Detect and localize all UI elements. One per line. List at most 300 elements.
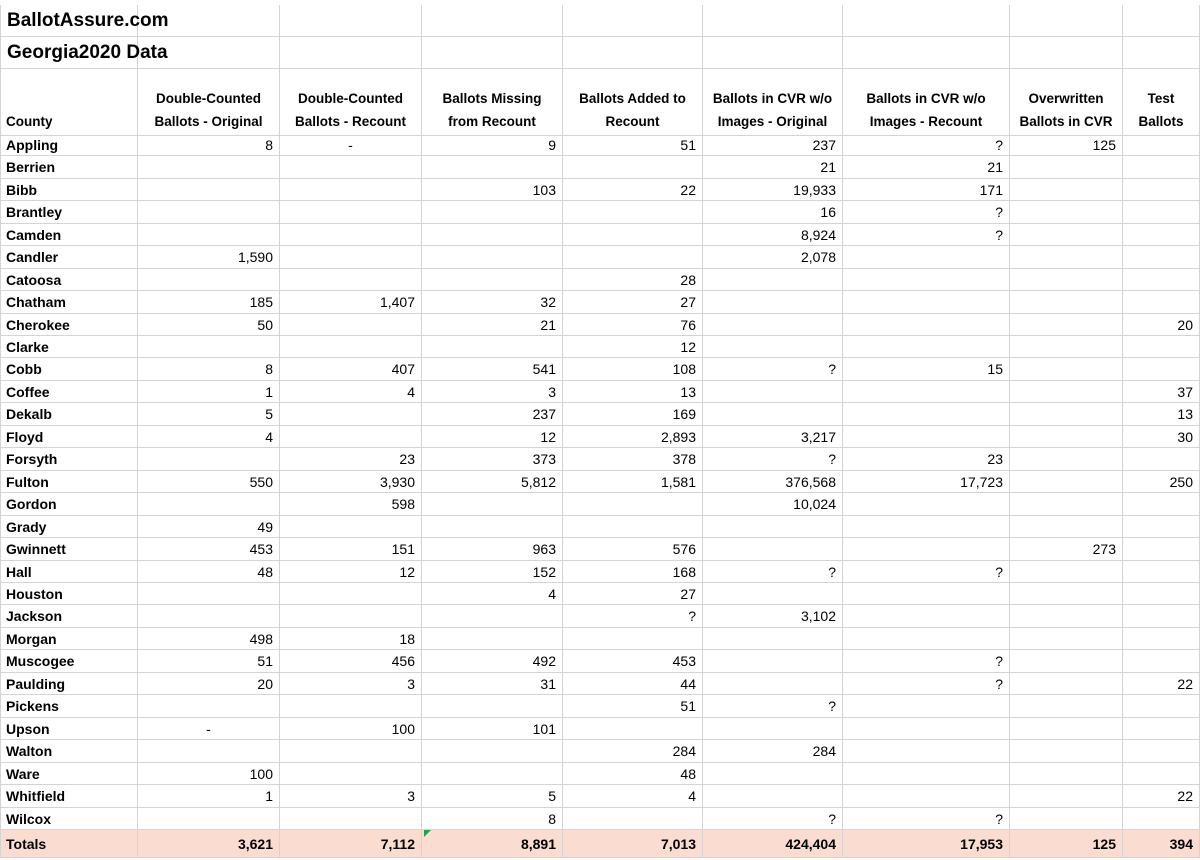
value-cell[interactable]: 2,893: [563, 426, 703, 448]
value-cell[interactable]: [1010, 561, 1123, 583]
value-cell[interactable]: 5: [138, 403, 280, 426]
value-cell[interactable]: [563, 201, 703, 224]
county-cell[interactable]: Dekalb: [0, 403, 138, 426]
value-cell[interactable]: 10,024: [703, 493, 843, 516]
value-cell[interactable]: 30: [1123, 426, 1200, 448]
value-cell[interactable]: 19,933: [703, 179, 843, 201]
value-cell[interactable]: 284: [703, 740, 843, 763]
value-cell[interactable]: 284: [563, 740, 703, 763]
county-cell[interactable]: Whitfield: [0, 785, 138, 808]
cell[interactable]: [563, 5, 703, 37]
totals-cell[interactable]: 8,891: [422, 830, 563, 858]
value-cell[interactable]: [703, 314, 843, 336]
value-cell[interactable]: ?: [843, 224, 1010, 246]
county-cell[interactable]: Camden: [0, 224, 138, 246]
value-cell[interactable]: 22: [563, 179, 703, 201]
cell[interactable]: [422, 5, 563, 37]
value-cell[interactable]: [1123, 605, 1200, 628]
column-header[interactable]: [138, 69, 280, 136]
value-cell[interactable]: [138, 224, 280, 246]
column-header[interactable]: [422, 69, 563, 136]
value-cell[interactable]: 151: [280, 538, 422, 561]
value-cell[interactable]: 3,930: [280, 471, 422, 493]
value-cell[interactable]: [703, 763, 843, 785]
value-cell[interactable]: 8,924: [703, 224, 843, 246]
value-cell[interactable]: ?: [843, 561, 1010, 583]
value-cell[interactable]: 8: [422, 808, 563, 830]
value-cell[interactable]: [703, 381, 843, 403]
value-cell[interactable]: [1010, 426, 1123, 448]
value-cell[interactable]: [138, 179, 280, 201]
value-cell[interactable]: 453: [563, 650, 703, 673]
value-cell[interactable]: [1010, 291, 1123, 314]
value-cell[interactable]: [1123, 628, 1200, 650]
value-cell[interactable]: [280, 583, 422, 605]
value-cell[interactable]: [1010, 695, 1123, 718]
cell[interactable]: [1123, 5, 1200, 37]
value-cell[interactable]: 598: [280, 493, 422, 516]
value-cell[interactable]: [1123, 763, 1200, 785]
value-cell[interactable]: 32: [422, 291, 563, 314]
value-cell[interactable]: ?: [843, 650, 1010, 673]
value-cell[interactable]: [703, 403, 843, 426]
value-cell[interactable]: [138, 269, 280, 291]
value-cell[interactable]: 27: [563, 583, 703, 605]
value-cell[interactable]: 3: [280, 785, 422, 808]
value-cell[interactable]: [1123, 740, 1200, 763]
value-cell[interactable]: [138, 740, 280, 763]
value-cell[interactable]: [422, 763, 563, 785]
value-cell[interactable]: 31: [422, 673, 563, 695]
value-cell[interactable]: [1010, 785, 1123, 808]
value-cell[interactable]: [1123, 493, 1200, 516]
value-cell[interactable]: [280, 426, 422, 448]
value-cell[interactable]: [1123, 808, 1200, 830]
value-cell[interactable]: 492: [422, 650, 563, 673]
value-cell[interactable]: 12: [422, 426, 563, 448]
value-cell[interactable]: 169: [563, 403, 703, 426]
value-cell[interactable]: [703, 583, 843, 605]
totals-cell[interactable]: 17,953: [843, 830, 1010, 858]
value-cell[interactable]: [1123, 538, 1200, 561]
value-cell[interactable]: [1010, 808, 1123, 830]
cell[interactable]: [1010, 5, 1123, 37]
value-cell[interactable]: [280, 740, 422, 763]
county-cell[interactable]: Appling: [0, 134, 138, 156]
county-cell[interactable]: Bibb: [0, 179, 138, 201]
county-cell[interactable]: Clarke: [0, 336, 138, 358]
column-header[interactable]: [1010, 69, 1123, 136]
value-cell[interactable]: [843, 538, 1010, 561]
value-cell[interactable]: [1010, 471, 1123, 493]
value-cell[interactable]: 21: [703, 156, 843, 179]
county-cell[interactable]: Brantley: [0, 201, 138, 224]
value-cell[interactable]: [280, 336, 422, 358]
cell[interactable]: [0, 37, 168, 69]
value-cell[interactable]: [1123, 134, 1200, 156]
value-cell[interactable]: [1010, 673, 1123, 695]
value-cell[interactable]: [422, 269, 563, 291]
value-cell[interactable]: [563, 628, 703, 650]
value-cell[interactable]: 20: [1123, 314, 1200, 336]
county-cell[interactable]: Candler: [0, 246, 138, 269]
cell[interactable]: [563, 37, 703, 69]
value-cell[interactable]: 20: [138, 673, 280, 695]
value-cell[interactable]: 8: [138, 134, 280, 156]
value-cell[interactable]: 12: [563, 336, 703, 358]
value-cell[interactable]: [422, 695, 563, 718]
value-cell[interactable]: 21: [843, 156, 1010, 179]
value-cell[interactable]: 23: [280, 448, 422, 471]
county-cell[interactable]: Cherokee: [0, 314, 138, 336]
value-cell[interactable]: [1010, 179, 1123, 201]
value-cell[interactable]: [1010, 336, 1123, 358]
value-cell[interactable]: 49: [138, 516, 280, 538]
value-cell[interactable]: 18: [280, 628, 422, 650]
value-cell[interactable]: [1123, 718, 1200, 740]
value-cell[interactable]: -: [138, 718, 280, 740]
county-cell[interactable]: Chatham: [0, 291, 138, 314]
value-cell[interactable]: 250: [1123, 471, 1200, 493]
value-cell[interactable]: [703, 336, 843, 358]
value-cell[interactable]: [843, 740, 1010, 763]
totals-cell[interactable]: 424,404: [703, 830, 843, 858]
value-cell[interactable]: 168: [563, 561, 703, 583]
value-cell[interactable]: [138, 605, 280, 628]
value-cell[interactable]: [1010, 493, 1123, 516]
value-cell[interactable]: [843, 628, 1010, 650]
value-cell[interactable]: [1010, 314, 1123, 336]
cell[interactable]: [1010, 37, 1123, 69]
value-cell[interactable]: [843, 381, 1010, 403]
value-cell[interactable]: 9: [422, 134, 563, 156]
value-cell[interactable]: ?: [703, 695, 843, 718]
value-cell[interactable]: [138, 695, 280, 718]
value-cell[interactable]: [843, 605, 1010, 628]
value-cell[interactable]: [1123, 583, 1200, 605]
value-cell[interactable]: 237: [703, 134, 843, 156]
value-cell[interactable]: [422, 740, 563, 763]
value-cell[interactable]: 76: [563, 314, 703, 336]
value-cell[interactable]: 28: [563, 269, 703, 291]
value-cell[interactable]: [1123, 156, 1200, 179]
value-cell[interactable]: [280, 808, 422, 830]
value-cell[interactable]: 37: [1123, 381, 1200, 403]
value-cell[interactable]: [1123, 291, 1200, 314]
value-cell[interactable]: 4: [280, 381, 422, 403]
value-cell[interactable]: 15: [843, 358, 1010, 381]
column-header[interactable]: [1123, 69, 1200, 136]
value-cell[interactable]: [843, 516, 1010, 538]
value-cell[interactable]: 550: [138, 471, 280, 493]
value-cell[interactable]: [1123, 201, 1200, 224]
value-cell[interactable]: [563, 156, 703, 179]
county-cell[interactable]: Paulding: [0, 673, 138, 695]
value-cell[interactable]: [1010, 516, 1123, 538]
value-cell[interactable]: [563, 516, 703, 538]
column-header[interactable]: [0, 69, 138, 136]
value-cell[interactable]: ?: [843, 201, 1010, 224]
value-cell[interactable]: [138, 493, 280, 516]
value-cell[interactable]: 4: [563, 785, 703, 808]
value-cell[interactable]: [280, 201, 422, 224]
value-cell[interactable]: [1123, 358, 1200, 381]
value-cell[interactable]: [1123, 516, 1200, 538]
value-cell[interactable]: [703, 673, 843, 695]
value-cell[interactable]: [1010, 156, 1123, 179]
value-cell[interactable]: [843, 403, 1010, 426]
value-cell[interactable]: [422, 224, 563, 246]
value-cell[interactable]: [422, 605, 563, 628]
value-cell[interactable]: [703, 650, 843, 673]
value-cell[interactable]: [280, 179, 422, 201]
value-cell[interactable]: 108: [563, 358, 703, 381]
county-cell[interactable]: Jackson: [0, 605, 138, 628]
value-cell[interactable]: ?: [703, 358, 843, 381]
column-header[interactable]: [843, 69, 1010, 136]
value-cell[interactable]: [703, 538, 843, 561]
totals-cell[interactable]: 3,621: [138, 830, 280, 858]
totals-cell[interactable]: 394: [1123, 830, 1200, 858]
value-cell[interactable]: 498: [138, 628, 280, 650]
value-cell[interactable]: 48: [563, 763, 703, 785]
value-cell[interactable]: [843, 291, 1010, 314]
value-cell[interactable]: 576: [563, 538, 703, 561]
value-cell[interactable]: [138, 336, 280, 358]
value-cell[interactable]: [843, 785, 1010, 808]
value-cell[interactable]: -: [280, 134, 422, 156]
county-cell[interactable]: Houston: [0, 583, 138, 605]
cell[interactable]: [280, 37, 422, 69]
column-header[interactable]: [563, 69, 703, 136]
county-cell[interactable]: Upson: [0, 718, 138, 740]
value-cell[interactable]: 378: [563, 448, 703, 471]
cell[interactable]: [138, 5, 280, 37]
value-cell[interactable]: [703, 718, 843, 740]
totals-cell[interactable]: 7,013: [563, 830, 703, 858]
column-header[interactable]: [703, 69, 843, 136]
value-cell[interactable]: 152: [422, 561, 563, 583]
value-cell[interactable]: ?: [703, 808, 843, 830]
value-cell[interactable]: 1,590: [138, 246, 280, 269]
value-cell[interactable]: 48: [138, 561, 280, 583]
value-cell[interactable]: 1: [138, 785, 280, 808]
county-cell[interactable]: Cobb: [0, 358, 138, 381]
county-cell[interactable]: Grady: [0, 516, 138, 538]
county-cell[interactable]: Coffee: [0, 381, 138, 403]
value-cell[interactable]: [1010, 763, 1123, 785]
value-cell[interactable]: [703, 628, 843, 650]
value-cell[interactable]: 51: [563, 134, 703, 156]
value-cell[interactable]: [843, 493, 1010, 516]
value-cell[interactable]: [843, 695, 1010, 718]
value-cell[interactable]: 1: [138, 381, 280, 403]
county-cell[interactable]: Walton: [0, 740, 138, 763]
value-cell[interactable]: [280, 224, 422, 246]
county-cell[interactable]: Muscogee: [0, 650, 138, 673]
value-cell[interactable]: 376,568: [703, 471, 843, 493]
value-cell[interactable]: [422, 156, 563, 179]
value-cell[interactable]: 13: [1123, 403, 1200, 426]
value-cell[interactable]: 51: [138, 650, 280, 673]
value-cell[interactable]: [280, 763, 422, 785]
value-cell[interactable]: 1,581: [563, 471, 703, 493]
value-cell[interactable]: [843, 314, 1010, 336]
value-cell[interactable]: 100: [138, 763, 280, 785]
value-cell[interactable]: 101: [422, 718, 563, 740]
value-cell[interactable]: [843, 426, 1010, 448]
totals-cell[interactable]: 125: [1010, 830, 1123, 858]
value-cell[interactable]: [563, 224, 703, 246]
value-cell[interactable]: ?: [843, 808, 1010, 830]
value-cell[interactable]: ?: [703, 448, 843, 471]
value-cell[interactable]: [563, 493, 703, 516]
value-cell[interactable]: [843, 763, 1010, 785]
value-cell[interactable]: 3: [422, 381, 563, 403]
value-cell[interactable]: 13: [563, 381, 703, 403]
value-cell[interactable]: [1010, 605, 1123, 628]
cell[interactable]: [703, 5, 843, 37]
value-cell[interactable]: [1010, 201, 1123, 224]
value-cell[interactable]: 171: [843, 179, 1010, 201]
value-cell[interactable]: 373: [422, 448, 563, 471]
cell[interactable]: [843, 5, 1010, 37]
value-cell[interactable]: 2,078: [703, 246, 843, 269]
value-cell[interactable]: 8: [138, 358, 280, 381]
value-cell[interactable]: [1010, 403, 1123, 426]
value-cell[interactable]: [843, 246, 1010, 269]
value-cell[interactable]: [422, 246, 563, 269]
value-cell[interactable]: 12: [280, 561, 422, 583]
value-cell[interactable]: 100: [280, 718, 422, 740]
value-cell[interactable]: 541: [422, 358, 563, 381]
value-cell[interactable]: [1010, 224, 1123, 246]
value-cell[interactable]: [280, 695, 422, 718]
value-cell[interactable]: 44: [563, 673, 703, 695]
value-cell[interactable]: [1123, 269, 1200, 291]
value-cell[interactable]: [1010, 740, 1123, 763]
cell[interactable]: [703, 37, 843, 69]
cell[interactable]: [0, 5, 169, 37]
value-cell[interactable]: 16: [703, 201, 843, 224]
value-cell[interactable]: 456: [280, 650, 422, 673]
value-cell[interactable]: [703, 269, 843, 291]
value-cell[interactable]: [422, 628, 563, 650]
value-cell[interactable]: [1010, 650, 1123, 673]
county-cell[interactable]: Forsyth: [0, 448, 138, 471]
value-cell[interactable]: [1010, 381, 1123, 403]
totals-label[interactable]: Totals: [0, 830, 138, 858]
value-cell[interactable]: [138, 583, 280, 605]
value-cell[interactable]: 3,102: [703, 605, 843, 628]
county-cell[interactable]: Fulton: [0, 471, 138, 493]
county-cell[interactable]: Catoosa: [0, 269, 138, 291]
value-cell[interactable]: [1123, 336, 1200, 358]
value-cell[interactable]: [422, 201, 563, 224]
value-cell[interactable]: 103: [422, 179, 563, 201]
value-cell[interactable]: 4: [138, 426, 280, 448]
column-header[interactable]: [280, 69, 422, 136]
value-cell[interactable]: [1123, 650, 1200, 673]
value-cell[interactable]: [703, 291, 843, 314]
value-cell[interactable]: ?: [843, 134, 1010, 156]
value-cell[interactable]: 22: [1123, 785, 1200, 808]
value-cell[interactable]: 3,217: [703, 426, 843, 448]
value-cell[interactable]: 453: [138, 538, 280, 561]
value-cell[interactable]: [280, 516, 422, 538]
value-cell[interactable]: [1010, 583, 1123, 605]
value-cell[interactable]: [1010, 448, 1123, 471]
value-cell[interactable]: [422, 516, 563, 538]
county-cell[interactable]: Ware: [0, 763, 138, 785]
value-cell[interactable]: [1123, 179, 1200, 201]
value-cell[interactable]: [843, 718, 1010, 740]
cell[interactable]: [843, 37, 1010, 69]
value-cell[interactable]: [138, 448, 280, 471]
value-cell[interactable]: [280, 403, 422, 426]
county-cell[interactable]: Wilcox: [0, 808, 138, 830]
value-cell[interactable]: ?: [843, 673, 1010, 695]
county-cell[interactable]: Gordon: [0, 493, 138, 516]
value-cell[interactable]: [280, 269, 422, 291]
value-cell[interactable]: ?: [703, 561, 843, 583]
value-cell[interactable]: 50: [138, 314, 280, 336]
value-cell[interactable]: 185: [138, 291, 280, 314]
county-cell[interactable]: Hall: [0, 561, 138, 583]
value-cell[interactable]: [843, 336, 1010, 358]
value-cell[interactable]: 23: [843, 448, 1010, 471]
value-cell[interactable]: 22: [1123, 673, 1200, 695]
value-cell[interactable]: [1123, 448, 1200, 471]
cell[interactable]: [1123, 37, 1200, 69]
value-cell[interactable]: ?: [563, 605, 703, 628]
value-cell[interactable]: [563, 808, 703, 830]
value-cell[interactable]: 21: [422, 314, 563, 336]
value-cell[interactable]: 407: [280, 358, 422, 381]
value-cell[interactable]: [138, 201, 280, 224]
cell[interactable]: [280, 5, 422, 37]
cell[interactable]: [422, 37, 563, 69]
value-cell[interactable]: [1010, 628, 1123, 650]
value-cell[interactable]: [280, 156, 422, 179]
value-cell[interactable]: [563, 246, 703, 269]
value-cell[interactable]: 963: [422, 538, 563, 561]
value-cell[interactable]: [703, 785, 843, 808]
county-cell[interactable]: Berrien: [0, 156, 138, 179]
value-cell[interactable]: 273: [1010, 538, 1123, 561]
value-cell[interactable]: [563, 718, 703, 740]
value-cell[interactable]: [843, 583, 1010, 605]
county-cell[interactable]: Floyd: [0, 426, 138, 448]
county-cell[interactable]: Pickens: [0, 695, 138, 718]
county-cell[interactable]: Gwinnett: [0, 538, 138, 561]
value-cell[interactable]: 1,407: [280, 291, 422, 314]
value-cell[interactable]: 5: [422, 785, 563, 808]
value-cell[interactable]: [422, 493, 563, 516]
value-cell[interactable]: 5,812: [422, 471, 563, 493]
value-cell[interactable]: 3: [280, 673, 422, 695]
value-cell[interactable]: [1123, 695, 1200, 718]
value-cell[interactable]: [1123, 561, 1200, 583]
county-cell[interactable]: Morgan: [0, 628, 138, 650]
value-cell[interactable]: [1123, 224, 1200, 246]
value-cell[interactable]: [1010, 718, 1123, 740]
value-cell[interactable]: [280, 246, 422, 269]
value-cell[interactable]: [1010, 358, 1123, 381]
value-cell[interactable]: [1010, 246, 1123, 269]
value-cell[interactable]: [703, 516, 843, 538]
value-cell[interactable]: [1123, 246, 1200, 269]
